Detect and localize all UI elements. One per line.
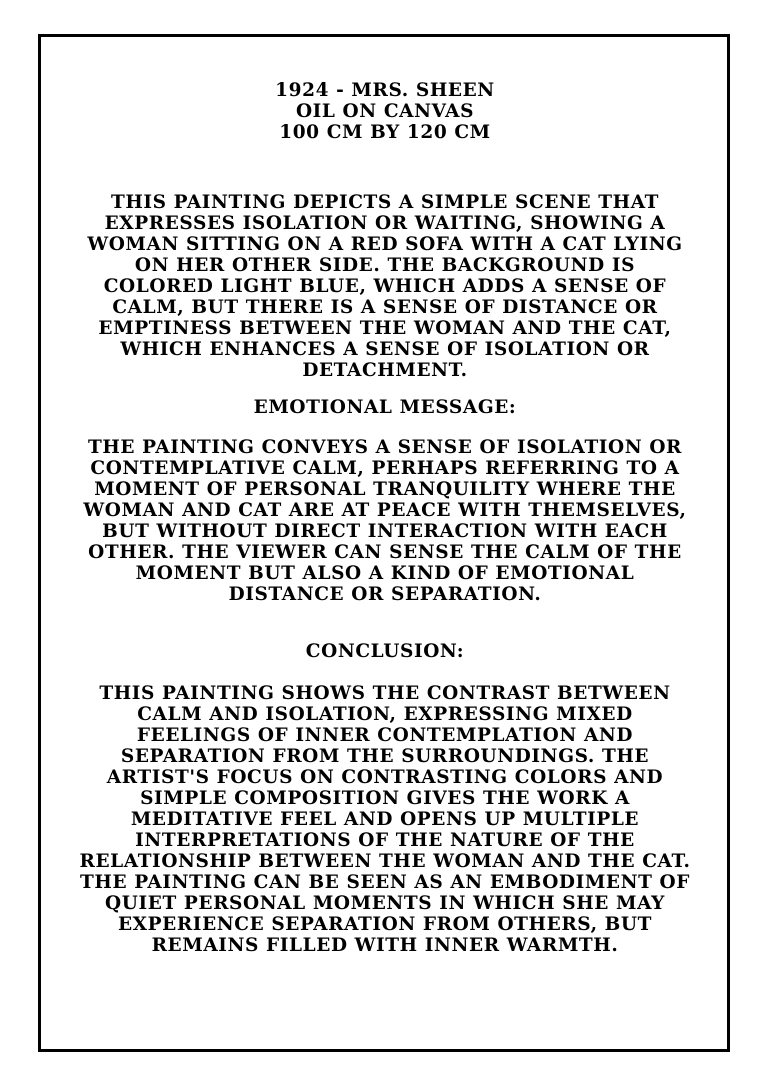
emotional-message-heading: EMOTIONAL MESSAGE:	[253, 397, 517, 418]
description-paragraph: THIS PAINTING DEPICTS A SIMPLE SCENE THAT EXPRESSES ISOLATION OR WAITING, SHOWING A WOMAN SITTING ON A RED SOFA WITH A CAT LYING ON HER OTHER SIDE. THE BACKGROUND IS COLORED LIGHT BLUE, WHICH ADDS A SENSE OF CALM, BUT THERE IS A SENSE OF DISTANCE OR EMPTINESS BETWEEN THE WOMAN AND THE CAT, WHICH ENHANCES A SENSE OF ISOLATION OR DETACHMENT.	[87, 192, 683, 381]
conclusion-heading: CONCLUSION:	[305, 641, 465, 662]
conclusion-paragraph: THIS PAINTING SHOWS THE CONTRAST BETWEEN CALM AND ISOLATION, EXPRESSING MIXED FEELINGS OF INNER CONTEMPLATION AND SEPARATION FROM THE SURROUNDINGS. THE ARTIST'S FOCUS ON CONTRASTING COLORS AND SIMPLE COMPOSITION GIVES THE WORK A MEDITATIVE FEEL AND OPENS UP MULTIPLE INTERPRETATIONS OF THE NATURE OF THE RELATIONSHIP BETWEEN THE WOMAN AND THE CAT. THE PAINTING CAN BE SEEN AS AN EMBODIMENT OF QUIET PERSONAL MOMENTS IN WHICH SHE MAY EXPERIENCE SEPARATION FROM OTHERS, BUT REMAINS FILLED WITH INNER WARMTH.	[79, 683, 691, 956]
artwork-title: 1924 - MRS. SHEEN	[275, 80, 495, 101]
artwork-header	[78, 80, 692, 143]
artwork-dimensions: 100 CM BY 120 CM	[279, 122, 491, 143]
emotional-message-paragraph: THE PAINTING CONVEYS A SENSE OF ISOLATION OR CONTEMPLATIVE CALM, PERHAPS REFERRING TO A MOMENT OF PERSONAL TRANQUILITY WHERE THE WOMAN AND CAT ARE AT PEACE WITH THEMSELVES, BUT WITHOUT DIRECT INTERACTION WITH EACH OTHER. THE VIEWER CAN SENSE THE CALM OF THE MOMENT BUT ALSO A KIND OF EMOTIONAL DISTANCE OR SEPARATION.	[83, 437, 687, 605]
artwork-medium: OIL ON CANVAS	[295, 101, 475, 122]
